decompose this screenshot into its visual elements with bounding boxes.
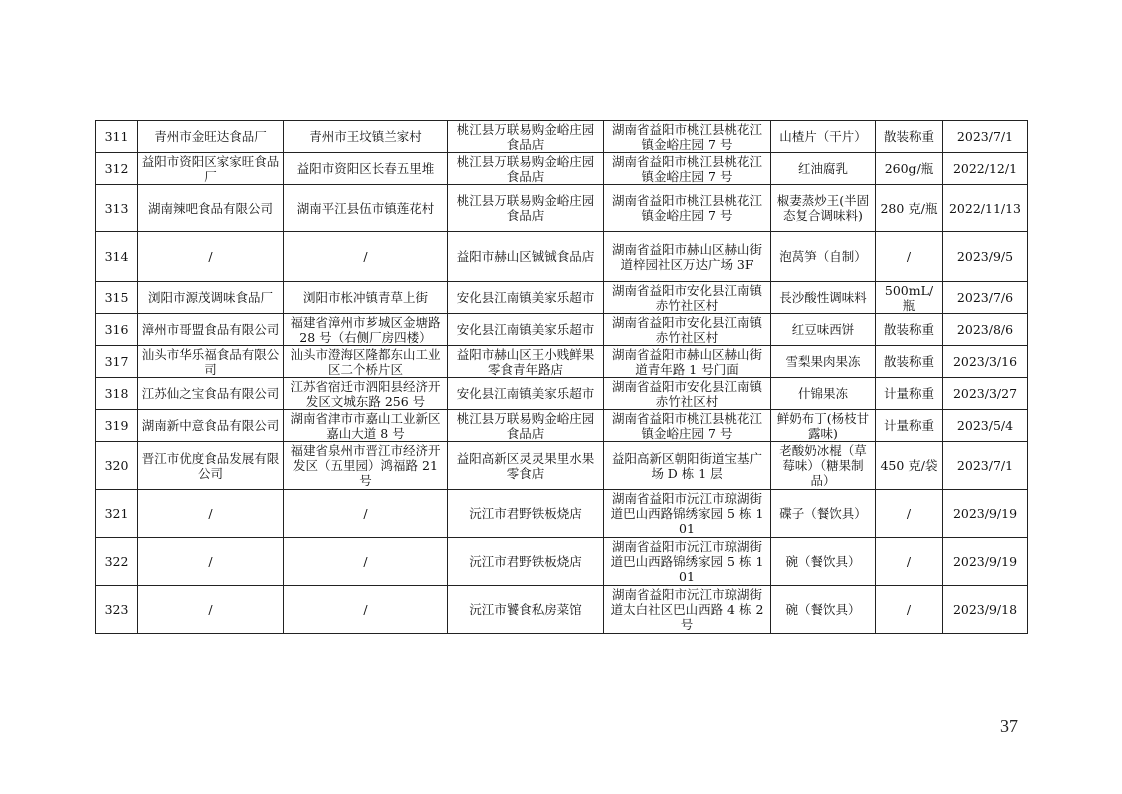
production-date-cell: 2023/5/4 — [943, 410, 1028, 442]
production-date-cell: 2023/3/16 — [943, 346, 1028, 378]
product-name-cell: 红豆味西饼 — [771, 314, 876, 346]
table-row — [96, 490, 1028, 538]
specification-cell: 260g/瓶 — [876, 153, 943, 185]
table-row — [96, 410, 1028, 442]
sampled-unit-address-cell: 湖南省益阳市桃江县桃花江镇金峪庄园 7 号 — [604, 121, 771, 153]
manufacturer-address-cell: 湖南省津市市嘉山工业新区嘉山大道 8 号 — [284, 410, 448, 442]
sampled-unit-name-cell: 桃江县万联易购金峪庄园食品店 — [448, 410, 604, 442]
sampled-unit-name-cell: 益阳市赫山区王小贱鲜果零食青年路店 — [448, 346, 604, 378]
manufacturer-address-cell: 湖南平江县伍市镇莲花村 — [284, 185, 448, 232]
production-date-cell: 2023/3/27 — [943, 378, 1028, 410]
sampled-unit-name-cell: 益阳市赫山区铖铖食品店 — [448, 232, 604, 282]
production-date-cell: 2023/9/19 — [943, 538, 1028, 586]
product-name-cell: 老酸奶冰棍（草莓味）（糖果制品） — [771, 442, 876, 490]
product-name-cell: 什锦果冻 — [771, 378, 876, 410]
sampled-unit-address-cell: 湖南省益阳市安化县江南镇赤竹社区村 — [604, 314, 771, 346]
production-date-cell: 2023/9/19 — [943, 490, 1028, 538]
sampled-unit-address-cell: 湖南省益阳市桃江县桃花江镇金峪庄园 7 号 — [604, 185, 771, 232]
sampled-unit-address-cell: 湖南省益阳市安化县江南镇赤竹社区村 — [604, 378, 771, 410]
specification-cell: 500mL/瓶 — [876, 282, 943, 314]
serial-number-cell: 316 — [96, 314, 138, 346]
product-name-cell: 雪梨果肉果冻 — [771, 346, 876, 378]
manufacturer-name-cell: 漳州市哥盟食品有限公司 — [138, 314, 284, 346]
sampled-unit-address-cell: 益阳高新区朝阳街道宝基广场 D 栋 1 层 — [604, 442, 771, 490]
serial-number-cell: 312 — [96, 153, 138, 185]
sampled-unit-name-cell: 安化县江南镇美家乐超市 — [448, 314, 604, 346]
sampled-unit-name-cell: 沅江市君野铁板烧店 — [448, 538, 604, 586]
manufacturer-name-cell: 汕头市华乐福食品有限公司 — [138, 346, 284, 378]
table-row — [96, 442, 1028, 490]
sampled-unit-name-cell: 安化县江南镇美家乐超市 — [448, 282, 604, 314]
manufacturer-address-cell: 汕头市澄海区隆都东山工业区二个桥片区 — [284, 346, 448, 378]
serial-number-cell: 314 — [96, 232, 138, 282]
specification-cell: / — [876, 490, 943, 538]
sampled-unit-name-cell: 益阳高新区灵灵果里水果零食店 — [448, 442, 604, 490]
production-date-cell: 2023/7/1 — [943, 121, 1028, 153]
sampled-unit-name-cell: 沅江市君野铁板烧店 — [448, 490, 604, 538]
sampled-unit-address-cell: 湖南省益阳市沅江市琼湖街道巴山西路锦绣家园 5 栋 101 — [604, 538, 771, 586]
product-name-cell: 泡莴笋（自制） — [771, 232, 876, 282]
sampled-unit-name-cell: 安化县江南镇美家乐超市 — [448, 378, 604, 410]
production-date-cell: 2022/11/13 — [943, 185, 1028, 232]
product-name-cell: 碗（餐饮具） — [771, 538, 876, 586]
sampled-unit-name-cell: 桃江县万联易购金峪庄园食品店 — [448, 153, 604, 185]
table-row — [96, 314, 1028, 346]
serial-number-cell: 313 — [96, 185, 138, 232]
table-row — [96, 282, 1028, 314]
manufacturer-address-cell: 江苏省宿迁市泗阳县经济开发区文城东路 256 号 — [284, 378, 448, 410]
product-name-cell: 碗（餐饮具） — [771, 586, 876, 634]
specification-cell: 计量称重 — [876, 410, 943, 442]
product-name-cell: 山楂片（干片） — [771, 121, 876, 153]
manufacturer-name-cell: / — [138, 490, 284, 538]
table-row — [96, 121, 1028, 153]
serial-number-cell: 315 — [96, 282, 138, 314]
production-date-cell: 2023/9/18 — [943, 586, 1028, 634]
specification-cell: 计量称重 — [876, 378, 943, 410]
manufacturer-name-cell: 湖南辣吧食品有限公司 — [138, 185, 284, 232]
manufacturer-address-cell: 福建省漳州市芗城区金塘路 28 号（右侧厂房四楼） — [284, 314, 448, 346]
page-number: 37 — [1000, 716, 1018, 736]
serial-number-cell: 323 — [96, 586, 138, 634]
product-name-cell: 長沙酸性调味料 — [771, 282, 876, 314]
sampled-unit-address-cell: 湖南省益阳市沅江市琼湖街道太白社区巴山西路 4 栋 2 号 — [604, 586, 771, 634]
manufacturer-name-cell: 青州市金旺达食品厂 — [138, 121, 284, 153]
table-row — [96, 232, 1028, 282]
specification-cell: 散装称重 — [876, 346, 943, 378]
sampled-unit-address-cell: 湖南省益阳市安化县江南镇赤竹社区村 — [604, 282, 771, 314]
specification-cell: 450 克/袋 — [876, 442, 943, 490]
product-name-cell: 鲜奶布丁(杨枝甘露味) — [771, 410, 876, 442]
specification-cell: 280 克/瓶 — [876, 185, 943, 232]
serial-number-cell: 318 — [96, 378, 138, 410]
manufacturer-address-cell: / — [284, 586, 448, 634]
production-date-cell: 2023/7/1 — [943, 442, 1028, 490]
manufacturer-address-cell: / — [284, 232, 448, 282]
manufacturer-name-cell: 浏阳市源茂调味食品厂 — [138, 282, 284, 314]
manufacturer-name-cell: 晋江市优度食品发展有限公司 — [138, 442, 284, 490]
table-row — [96, 378, 1028, 410]
serial-number-cell: 322 — [96, 538, 138, 586]
sampled-unit-address-cell: 湖南省益阳市桃江县桃花江镇金峪庄园 7 号 — [604, 410, 771, 442]
manufacturer-address-cell: 益阳市资阳区长春五里堆 — [284, 153, 448, 185]
manufacturer-address-cell: / — [284, 490, 448, 538]
product-name-cell: 椒妻蒸炒王(半固态复合调味料) — [771, 185, 876, 232]
manufacturer-name-cell: / — [138, 586, 284, 634]
production-date-cell: 2023/7/6 — [943, 282, 1028, 314]
serial-number-cell: 317 — [96, 346, 138, 378]
product-name-cell: 红油腐乳 — [771, 153, 876, 185]
sampling-results-table — [95, 120, 1028, 634]
sampled-unit-name-cell: 桃江县万联易购金峪庄园食品店 — [448, 185, 604, 232]
product-name-cell: 碟子（餐饮具） — [771, 490, 876, 538]
production-date-cell: 2022/12/1 — [943, 153, 1028, 185]
sampled-unit-name-cell: 桃江县万联易购金峪庄园食品店 — [448, 121, 604, 153]
serial-number-cell: 319 — [96, 410, 138, 442]
specification-cell: / — [876, 232, 943, 282]
specification-cell: / — [876, 538, 943, 586]
manufacturer-address-cell: / — [284, 538, 448, 586]
sampled-unit-address-cell: 湖南省益阳市桃江县桃花江镇金峪庄园 7 号 — [604, 153, 771, 185]
manufacturer-address-cell: 福建省泉州市晋江市经济开发区（五里园）鸿福路 21 号 — [284, 442, 448, 490]
serial-number-cell: 321 — [96, 490, 138, 538]
table-row — [96, 586, 1028, 634]
manufacturer-name-cell: 湖南新中意食品有限公司 — [138, 410, 284, 442]
manufacturer-name-cell: / — [138, 538, 284, 586]
manufacturer-address-cell: 浏阳市枨冲镇青草上街 — [284, 282, 448, 314]
manufacturer-name-cell: / — [138, 232, 284, 282]
table-row — [96, 538, 1028, 586]
specification-cell: 散装称重 — [876, 314, 943, 346]
manufacturer-address-cell: 青州市王坟镇兰家村 — [284, 121, 448, 153]
table-row — [96, 153, 1028, 185]
production-date-cell: 2023/8/6 — [943, 314, 1028, 346]
manufacturer-name-cell: 益阳市资阳区家家旺食品厂 — [138, 153, 284, 185]
sampled-unit-address-cell: 湖南省益阳市赫山区赫山街道青年路 1 号门面 — [604, 346, 771, 378]
manufacturer-name-cell: 江苏仙之宝食品有限公司 — [138, 378, 284, 410]
table-row — [96, 185, 1028, 232]
serial-number-cell: 311 — [96, 121, 138, 153]
specification-cell: / — [876, 586, 943, 634]
table-row — [96, 346, 1028, 378]
specification-cell: 散装称重 — [876, 121, 943, 153]
serial-number-cell: 320 — [96, 442, 138, 490]
production-date-cell: 2023/9/5 — [943, 232, 1028, 282]
sampled-unit-address-cell: 湖南省益阳市赫山区赫山街道梓园社区万达广场 3F — [604, 232, 771, 282]
sampled-unit-name-cell: 沅江市饕食私房菜馆 — [448, 586, 604, 634]
sampled-unit-address-cell: 湖南省益阳市沅江市琼湖街道巴山西路锦绣家园 5 栋 101 — [604, 490, 771, 538]
